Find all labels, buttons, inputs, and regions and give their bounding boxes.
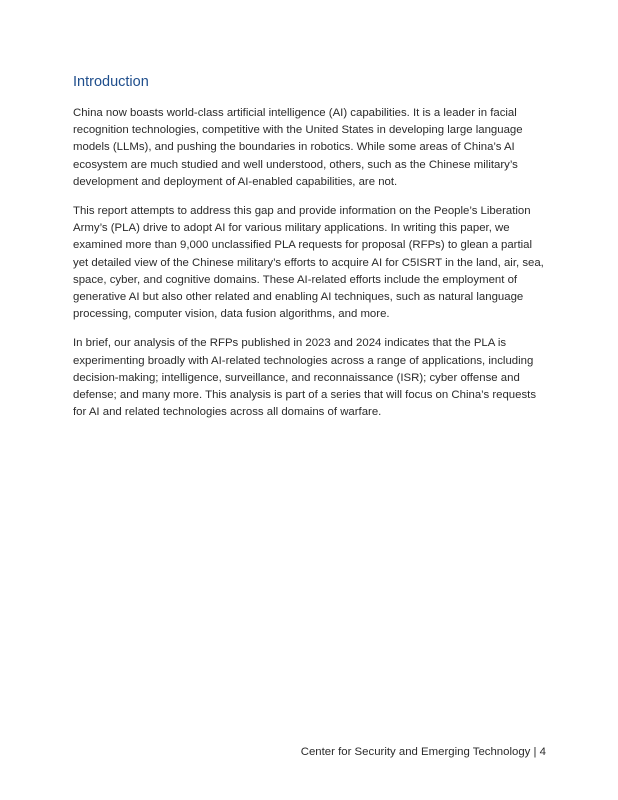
section-heading: Introduction bbox=[73, 74, 149, 90]
paragraph-1: China now boasts world-class artificial intelligence (AI) capabilities. It is a leader in facial recognition technologies, competitive with the United States in developing large language models (LLMs), and pushing the boundaries in robotics. While some areas of China’s AI ecosystem are much studied and well understood, others, such as the Chinese military’s development and deployment of AI-enabled capabilities, are not. bbox=[73, 107, 523, 188]
paragraph-3: In brief, our analysis of the RFPs published in 2023 and 2024 indicates that the PLA is experimenting broadly with AI-related technologies across a range of applications, including decision-making; intelligence, surveillance, and reconnaissance (ISR); cyber offense and defense; and many more. This analysis is part of a series that will focus on China’s requests for AI and related technologies across all domains of warfare. bbox=[73, 337, 537, 419]
body-text bbox=[73, 105, 549, 433]
paragraph-2: This report attempts to address this gap and provide information on the People’s Liberation Army’s (PLA) drive to adopt AI for various military applications. In writing this paper, we examined more than 9,000 unclassified PLA requests for proposal (RFPs) to glean a partial yet detailed view of the Chinese military’s efforts to acquire AI for C5ISRT in the land, air, sea, space, cyber, and cognitive domains. These AI-related efforts include the employment of generative AI but also other related and enabling AI techniques, such as natural language processing, computer vision, data fusion algorithms, and more. bbox=[73, 205, 544, 321]
page-footer: Center for Security and Emerging Technology | 4 bbox=[300, 746, 546, 758]
